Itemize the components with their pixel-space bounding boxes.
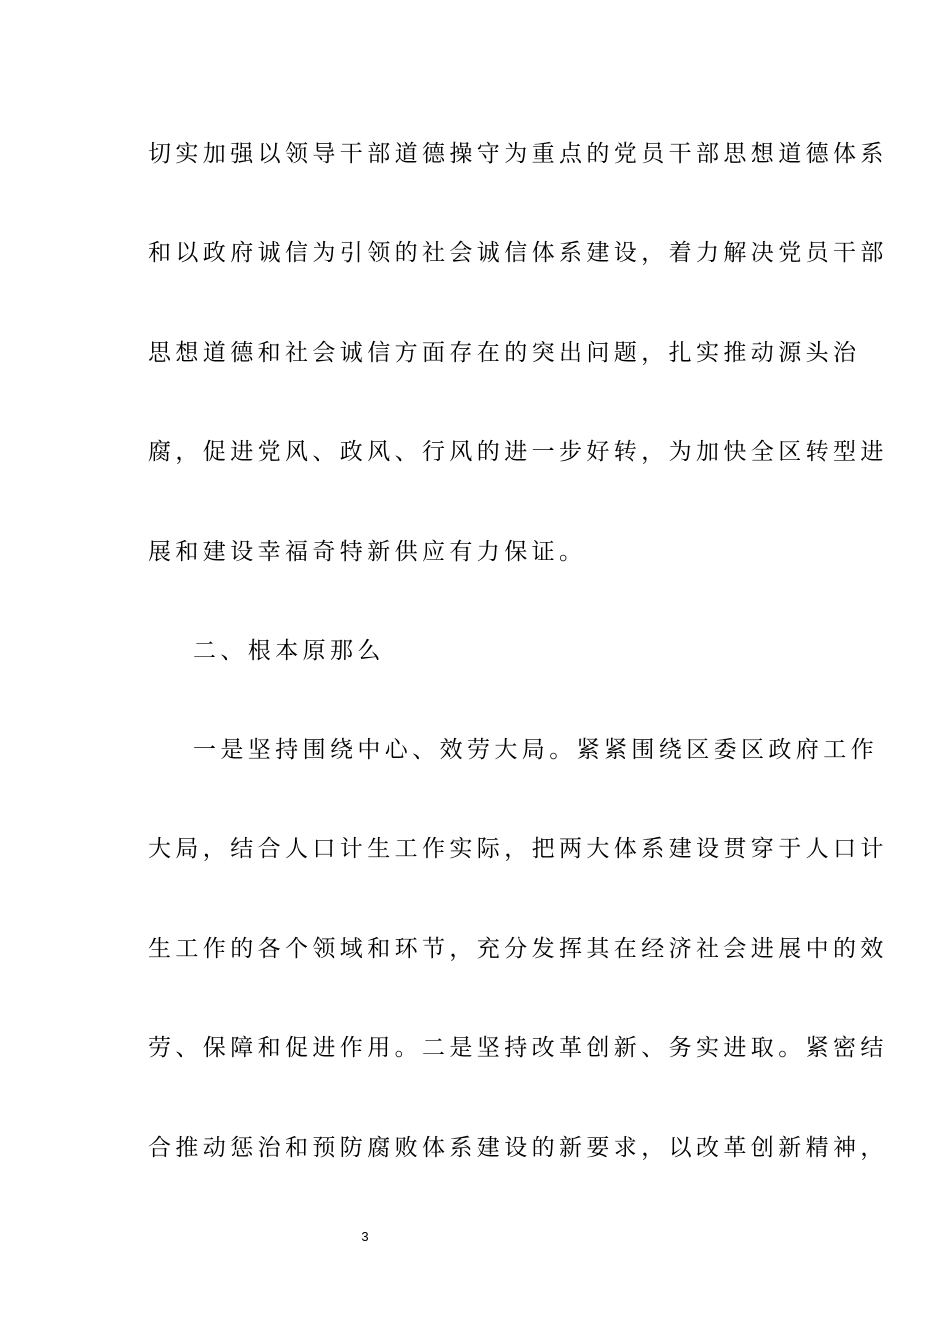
body-text-line: 展和建设幸福奇特新供应有力保证。: [148, 539, 587, 565]
body-text-line: 大局，结合人口计生工作实际，把两大体系建设贯穿于人口计: [148, 836, 888, 862]
body-text-line: 思想道德和社会诚信方面存在的突出问题，扎实推动源头治: [148, 340, 861, 366]
page-number: 3: [361, 1229, 369, 1244]
body-text-line: 合推动惩治和预防腐败体系建设的新要求，以改革创新精神，: [148, 1135, 888, 1161]
body-text-line: 一是坚持围绕中心、效劳大局。紧紧围绕区委区政府工作: [193, 737, 878, 763]
body-text-line: 切实加强以领导干部道德操守为重点的党员干部思想道德体系: [148, 141, 888, 167]
body-text-line: 和以政府诚信为引领的社会诚信体系建设，着力解决党员干部: [148, 240, 888, 266]
body-text-line: 生工作的各个领域和环节，充分发挥其在经济社会进展中的效: [148, 936, 888, 962]
body-text-line: 腐，促进党风、政风、行风的进一步好转，为加快全区转型进: [148, 439, 888, 465]
body-text-line: 劳、保障和促进作用。二是坚持改革创新、务实进取。紧密结: [148, 1035, 888, 1061]
section-heading: 二、根本原那么: [193, 638, 385, 664]
